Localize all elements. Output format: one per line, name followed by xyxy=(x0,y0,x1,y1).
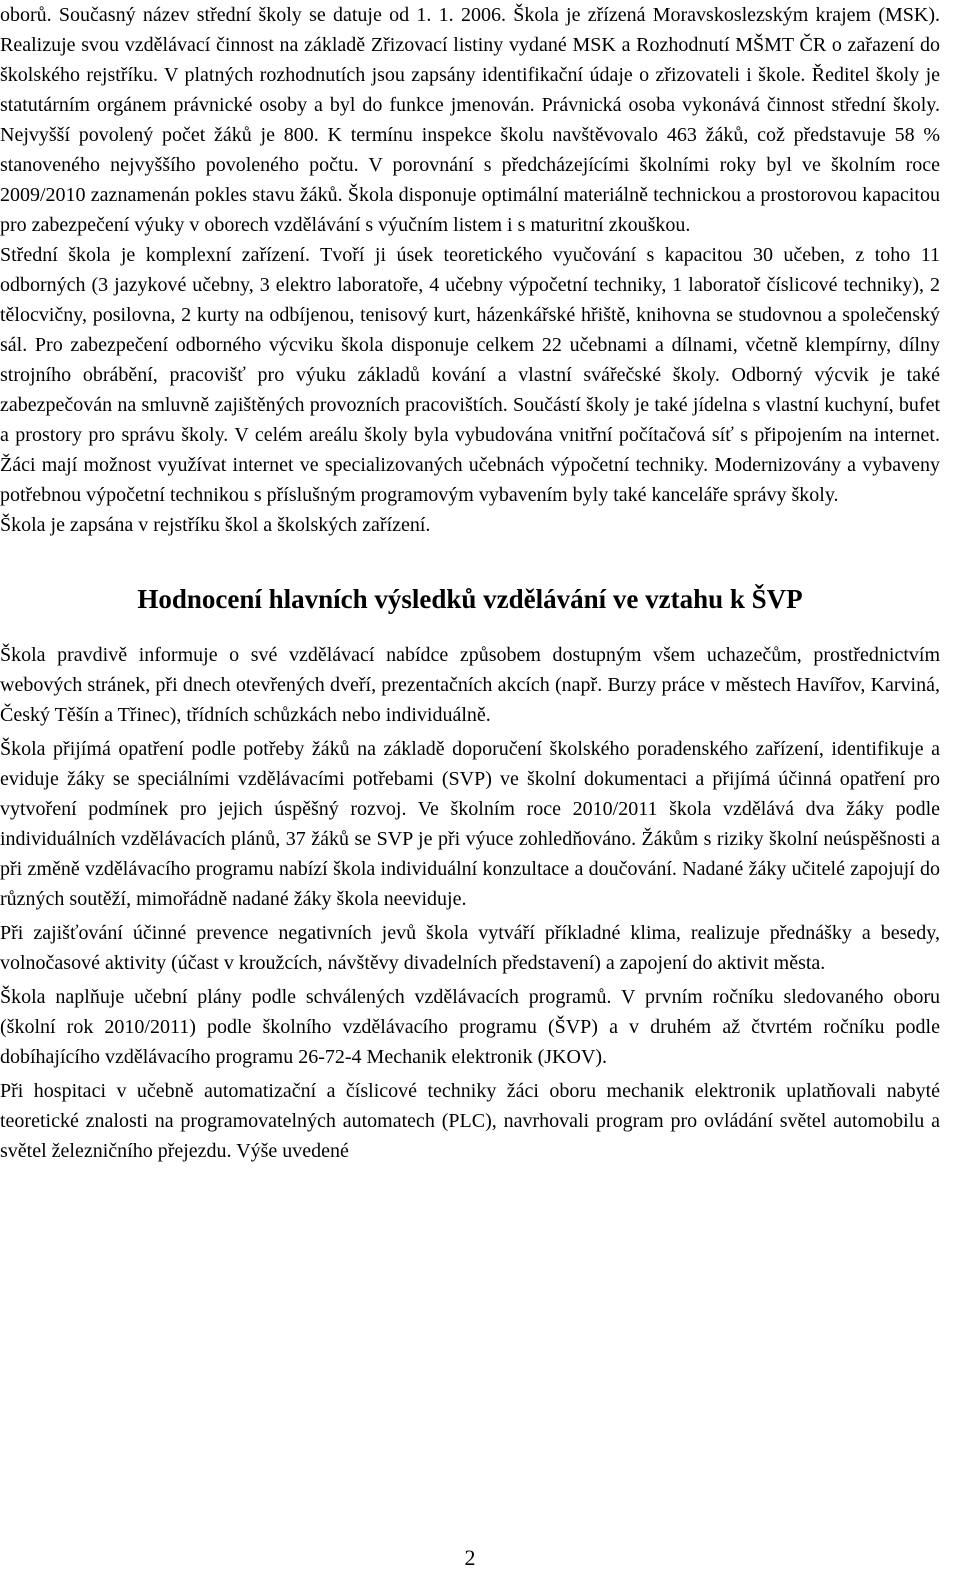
paragraph-curriculum: Škola naplňuje učební plány podle schválených vzdělávacích programů. V prvním ročníku sledovaného oboru (školní rok 2010/2011) podle školního vzdělávacího programu (ŠVP) a v druhém až čtvrtém ročníku podle dobíhajícího vzdělávacího programu 26-72-4 Mechanik elektronik (JKOV). xyxy=(0,986,940,1068)
paragraph-observation: Při hospitaci v učebně automatizační a číslicové techniky žáci oboru mechanik elektronik uplatňovali nabyté teoretické znalosti na programovatelných automatech (PLC), navrhovali program pro ovládání světel automobilu a světel železničního přejezdu. Výše uvedené xyxy=(0,1080,940,1162)
paragraph-school-identity: oborů. Současný název střední školy se datuje od 1. 1. 2006. Škola je zřízená Moravskoslezským krajem (MSK). Realizuje svou vzdělávací činnost na základě Zřizovací listiny vydané MSK a Rozhodnutí MŠMT ČR o zařazení do školského rejstříku. V platných rozhodnutích jsou zapsány identifikační údaje o zřizovateli i škole. Ředitel školy je statutárním orgánem právnické osoby a byl do funkce jmenován. Právnická osoba vykonává činnost střední školy. Nejvyšší povolený počet žáků je 800. K termínu inspekce školu navštěvovalo 463 žáků, což představuje 58 % stanoveného nejvyššího povoleného počtu. V porovnání s předcházejícími školními roky byl ve školním roce 2009/2010 zaznamenán pokles stavu žáků. Škola disponuje optimální materiálně technickou a prostorovou kapacitou pro zabezpečení výuky v oborech vzdělávání s výučním listem i s maturitní zkouškou. xyxy=(0,4,940,236)
paragraph-school-registry: Škola je zapsána v rejstříku škol a školských zařízení. xyxy=(0,514,431,536)
paragraph-prevention: Při zajišťování účinné prevence negativních jevů škola vytváří příkladné klima, realizuje přednášky a besedy, volnočasové aktivity (účast v kroužcích, návštěvy divadelních představení) a zapojení do aktivit města. xyxy=(0,922,940,974)
section-heading: Hodnocení hlavních výsledků vzdělávání ve vztahu k ŠVP xyxy=(137,584,803,614)
paragraph-school-facilities: Střední škola je komplexní zařízení. Tvoří ji úsek teoretického vyučování s kapacitou 30 učeben, z toho 11 odborných (3 jazykové učebny, 3 elektro laboratoře, 4 učebny výpočetní techniky, 1 laboratoř číslicové techniky), 2 tělocvičny, posilovna, 2 kurty na odbíjenou, tenisový kurt, házenkářské hřiště, knihovna se studovnou a společenský sál. Pro zabezpečení odborného výcviku škola disponuje celkem 22 učebnami a dílnami, včetně klempírny, dílny strojního obrábění, pracovišť pro výuku základů kování a vlastní svářečské školy. Odborný výcvik je také zabezpečován na smluvně zajištěných provozních pracovištích. Součástí školy je také jídelna s vlastní kuchyní, bufet a prostory pro správu školy. V celém areálu školy byla vybudována vnitřní počítačová síť s připojením na internet. Žáci mají možnost využívat internet ve specializovaných učebnách výpočetní techniky. Modernizovány a vybaveny potřebnou výpočetní technikou s příslušným programovým vybavením byly také kanceláře správy školy. xyxy=(0,244,940,506)
paragraph-information: Škola pravdivě informuje o své vzdělávací nabídce způsobem dostupným všem uchazečům, prostřednictvím webových stránek, při dnech otevřených dveří, prezentačních akcích (např. Burzy práce v městech Havířov, Karviná, Český Těšín a Třinec), třídních schůzkách nebo individuálně. xyxy=(0,644,940,726)
page-number: 2 xyxy=(464,1545,476,1570)
paragraph-special-needs: Škola přijímá opatření podle potřeby žáků na základě doporučení školského poradenského zařízení, identifikuje a eviduje žáky se speciálními vzdělávacími potřebami (SVP) ve školní dokumentaci a přijímá účinná opatření pro vytvoření podmínek pro jejich úspěšný rozvoj. Ve školním roce 2010/2011 škola vzdělává dva žáky podle individuálních vzdělávacích plánů, 37 žáků se SVP je při výuce zohledňováno. Žákům s riziky školní neúspěšnosti a při změně vzdělávacího programu nabízí škola individuální konzultace a doučování. Nadané žáky učitelé zapojují do různých soutěží, mimořádně nadané žáky škola neeviduje. xyxy=(0,738,940,910)
